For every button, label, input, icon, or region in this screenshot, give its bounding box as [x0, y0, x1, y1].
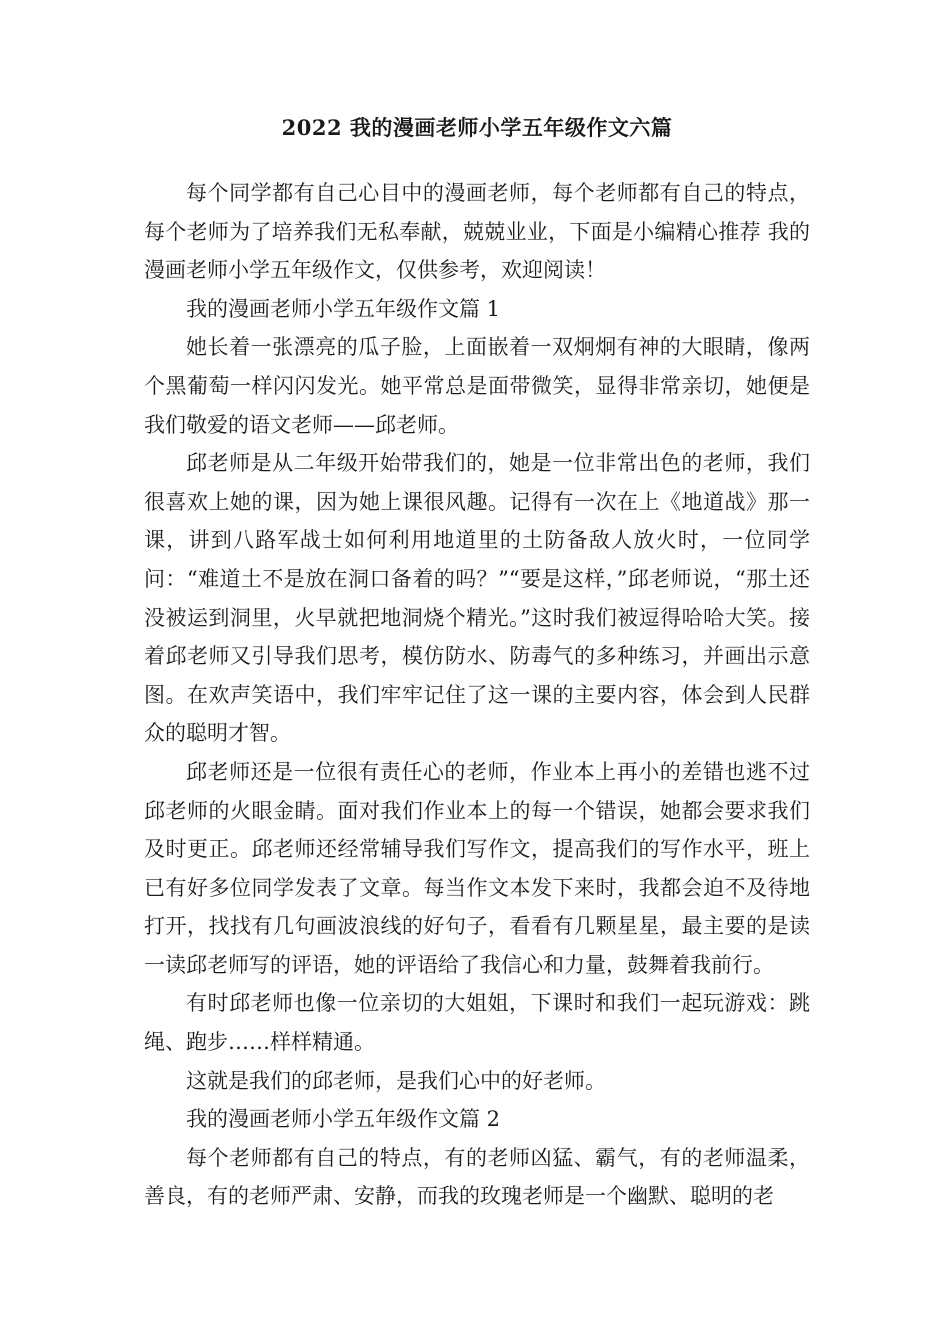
body-paragraph: 邱老师还是一位很有责任心的老师，作业本上再小的差错也逃不过邱老师的火眼金睛。面对我们作业本上的每一个错误，她都会要求我们及时更正。邱老师还经常辅导我们写作文，提高我们的写作水平，班上已有好多位同学发表了文章。每当作文本发下来时，我都会迫不及待地打开，找找有几句画波浪线的好句子，看看有几颗星星，最主要的是读一读邱老师写的评语，她的评语给了我信心和力量，鼓舞着我前行。 — [144, 759, 810, 977]
body-paragraph: 这就是我们的邱老师，是我们心中的好老师。 — [186, 1068, 606, 1093]
section-heading-1: 我的漫画老师小学五年级作文篇 1 — [186, 296, 501, 321]
body-paragraph: 每个老师都有自己的特点，有的老师凶猛、霸气，有的老师温柔，善良，有的老师严肃、安静，而我的玫瑰老师是一个幽默、聪明的老 — [144, 1145, 810, 1209]
body-paragraph: 她长着一张漂亮的瓜子脸，上面嵌着一双炯炯有神的大眼睛，像两个黑葡萄一样闪闪发光。她平常总是面带微笑，显得非常亲切，她便是我们敬爱的语文老师——邱老师。 — [144, 335, 810, 437]
body-paragraph: 有时邱老师也像一位亲切的大姐姐，下课时和我们一起玩游戏：跳绳、跑步……样样精通。 — [144, 991, 810, 1055]
intro-paragraph: 每个同学都有自己心目中的漫画老师，每个老师都有自己的特点，每个老师为了培养我们无私奉献，兢兢业业，下面是小编精心推荐 我的漫画老师小学五年级作文，仅供参考，欢迎阅读！ — [144, 181, 810, 283]
document-page — [144, 112, 810, 1216]
body-paragraph: 邱老师是从二年级开始带我们的，她是一位非常出色的老师，我们很喜欢上她的课，因为她上课很风趣。记得有一次在上《地道战》那一课，讲到八路军战士如何利用地道里的土防备敌人放火时，一位同学问：“难道土不是放在洞口备着的吗？”“要是这样，”邱老师说，“那土还没被运到洞里，火早就把地洞烧个精光。”这时我们被逗得哈哈大笑。接着邱老师又引导我们思考，模仿防水、防毒气的多种练习，并画出示意图。在欢声笑语中，我们牢牢记住了这一课的主要内容，体会到人民群众的聪明才智。 — [144, 451, 810, 746]
document-title: 2022 我的漫画老师小学五年级作文六篇 — [281, 115, 673, 140]
section-heading-2: 我的漫画老师小学五年级作文篇 2 — [186, 1107, 501, 1132]
